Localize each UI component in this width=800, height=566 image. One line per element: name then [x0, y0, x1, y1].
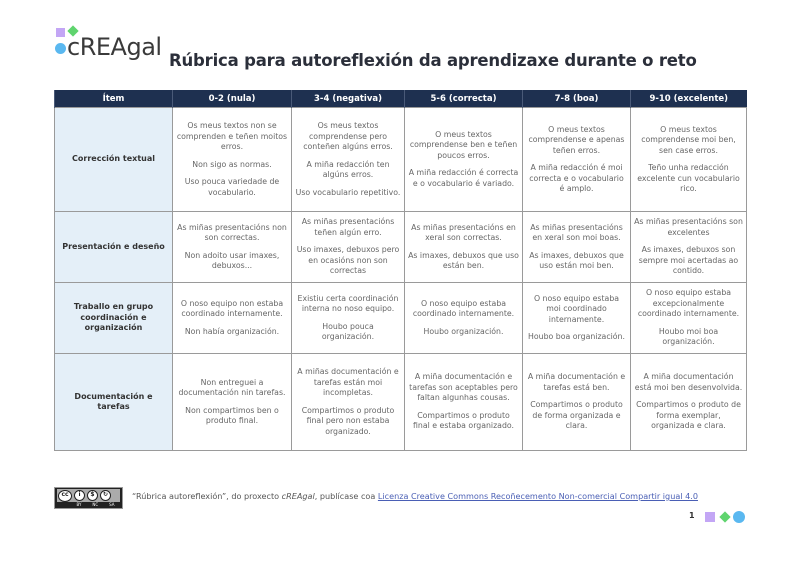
table-cell — [631, 212, 747, 283]
cell-text: As miñas presentacións en xeral son correctas. — [411, 222, 516, 242]
cell-text: A miña documentación está moi ben desenvolvida. — [634, 372, 743, 392]
table-row — [55, 283, 747, 354]
cell-text: Non entreguei a documentación nin tarefas. — [178, 377, 286, 397]
table-cell — [292, 354, 405, 451]
table-cell — [631, 354, 747, 451]
by-icon: i — [74, 490, 85, 501]
rubric-table — [54, 90, 747, 451]
cell-text: A miña redacción é correcta e o vocabulario é variado. — [408, 168, 519, 188]
cell-text: O noso equipo estaba moi coordinado internamente. — [533, 293, 620, 324]
table-row — [55, 354, 747, 451]
column-header-negativa: 3-4 (negativa) — [292, 90, 405, 108]
cell-text: Compartimos o produto de forma exemplar, organizada e clara. — [636, 400, 741, 431]
row-label: Corrección textual — [55, 108, 173, 212]
cell-text: A miña documentación e tarefas está ben. — [527, 372, 626, 392]
table-cell — [173, 354, 292, 451]
blue-circle-icon — [733, 511, 745, 523]
nc-icon: $ — [87, 490, 98, 501]
page-title: Rúbrica para autoreflexión da aprendizaxe durante o reto — [169, 51, 697, 70]
cc-license-badge[interactable] — [54, 487, 123, 509]
table-cell — [173, 108, 292, 212]
table-cell — [523, 212, 631, 283]
cell-text: A miña redacción é moi correcta e o vocabulario é amplo. — [529, 163, 624, 193]
table-cell — [292, 212, 405, 283]
page-number: 1 — [689, 511, 695, 520]
cell-text: Non adoito usar imaxes, debuxos... — [184, 250, 280, 270]
cell-text: As miñas presentacións son excelentes — [634, 217, 743, 237]
table-cell — [292, 108, 405, 212]
purple-square-icon — [56, 28, 65, 37]
cell-text: Houbo pouca organización. — [321, 321, 375, 341]
green-diamond-icon — [719, 511, 730, 522]
attribution-prefix: “Rúbrica autoreflexión”, do proxecto — [132, 491, 282, 501]
cell-text: Non había organización. — [184, 326, 280, 336]
table-cell — [292, 283, 405, 354]
blue-circle-icon — [55, 43, 66, 54]
attribution-text — [132, 491, 698, 501]
table-cell — [523, 283, 631, 354]
cell-text: Uso imaxes, debuxos pero en ocasións non son correctas — [296, 245, 400, 276]
attribution-middle: , publícase coa — [314, 491, 378, 501]
table-cell — [173, 212, 292, 283]
cell-text: O meus textos comprendense moi ben, sen case erros. — [641, 124, 736, 155]
table-cell — [405, 354, 523, 451]
cell-text: O noso equipo estaba coordinado internamente. — [412, 298, 515, 319]
table-cell — [405, 212, 523, 283]
cell-text: As miñas presentacións en xeral son moi boas. — [530, 222, 623, 242]
cell-text: O noso equipo non estaba coordinado internamente. — [180, 298, 284, 319]
cell-text: O noso equipo estaba excepcionalmente coordinado internamente. — [637, 288, 740, 319]
column-header-correcta: 5-6 (correcta) — [405, 90, 523, 108]
logo-text: cREAgal — [67, 33, 162, 61]
cell-text: Os meus textos comprendense pero conteñen algúns erros. — [303, 121, 393, 151]
cell-text: A miñas documentación e tarefas están moi incompletas. — [297, 367, 399, 397]
sa-label: SA — [109, 502, 115, 507]
row-label: Traballo en grupo coordinación e organización — [55, 283, 173, 354]
cell-text: Compartimos o produto de forma organizada e clara. — [530, 400, 623, 431]
cell-text: Teño unha redacción excelente cun vocabulario rico. — [637, 163, 740, 193]
cell-text: As miñas presentacións teñen algún erro. — [301, 217, 395, 237]
cell-text: As miñas presentacións non son correctas. — [177, 222, 287, 242]
cell-text: Existiu certa coordinación interna no noso equipo. — [297, 293, 399, 313]
column-header-nula: 0-2 (nula) — [173, 90, 292, 108]
row-label: Documentación e tarefas — [55, 354, 173, 451]
cell-text: Non compartimos ben o produto final. — [185, 405, 279, 425]
column-header-item: Ítem — [55, 90, 173, 108]
table-cell — [405, 283, 523, 354]
table-row — [55, 212, 747, 283]
cell-text: As imaxes, debuxos son sempre moi acertadas ao contido. — [638, 245, 739, 276]
row-label: Presentación e deseño — [55, 212, 173, 283]
cell-text: Uso pouca variedade de vocabulario. — [184, 177, 280, 197]
creagal-logo — [54, 26, 174, 60]
cell-text: As imaxes, debuxos que uso están moi ben. — [529, 250, 624, 270]
table-cell — [523, 354, 631, 451]
purple-square-icon — [705, 512, 715, 522]
table-cell — [631, 108, 747, 212]
cell-text: O meus textos comprendense ben e teñen poucos erros. — [409, 129, 518, 160]
nc-label: NC — [92, 502, 99, 507]
cell-text: A miña redacción ten algúns erros. — [306, 159, 390, 179]
cell-text: Os meus textos non se comprenden e teñen moitos erros. — [176, 121, 288, 151]
table-cell — [523, 108, 631, 212]
cell-text: A miña documentación e tarefas son aceptables pero faltan algunhas cousas. — [409, 372, 518, 403]
column-header-boa: 7-8 (boa) — [523, 90, 631, 108]
cell-text: Compartimos o produto final e estaba organizado. — [412, 410, 515, 431]
project-name: cREAgal — [281, 491, 315, 501]
table-row — [55, 108, 747, 212]
table-header-row — [55, 90, 747, 108]
by-label: BY — [76, 502, 82, 507]
sa-icon: ↻ — [100, 490, 111, 501]
table-cell — [631, 283, 747, 354]
cell-text: Non sigo as normas. — [192, 159, 272, 169]
cell-text: Uso vocabulario repetitivo. — [295, 187, 401, 197]
table-cell — [173, 283, 292, 354]
license-link[interactable]: Licenza Creative Commons Recoñecemento Non-comercial Compartir igual 4.0 — [377, 491, 698, 501]
cell-text: As imaxes, debuxos que uso están ben. — [408, 250, 519, 270]
cell-text: Houbo boa organización. — [528, 332, 625, 341]
cell-text: Compartimos o produto final pero non estaba organizado. — [301, 405, 395, 436]
cc-icon: cc — [58, 490, 72, 502]
cell-text: Houbo moi boa organización. — [658, 326, 719, 347]
cell-text: Houbo organización. — [423, 326, 504, 336]
cell-text: O meus textos comprendense e apenas teñen erros. — [528, 124, 625, 155]
table-cell — [405, 108, 523, 212]
column-header-excelente: 9-10 (excelente) — [631, 90, 747, 108]
